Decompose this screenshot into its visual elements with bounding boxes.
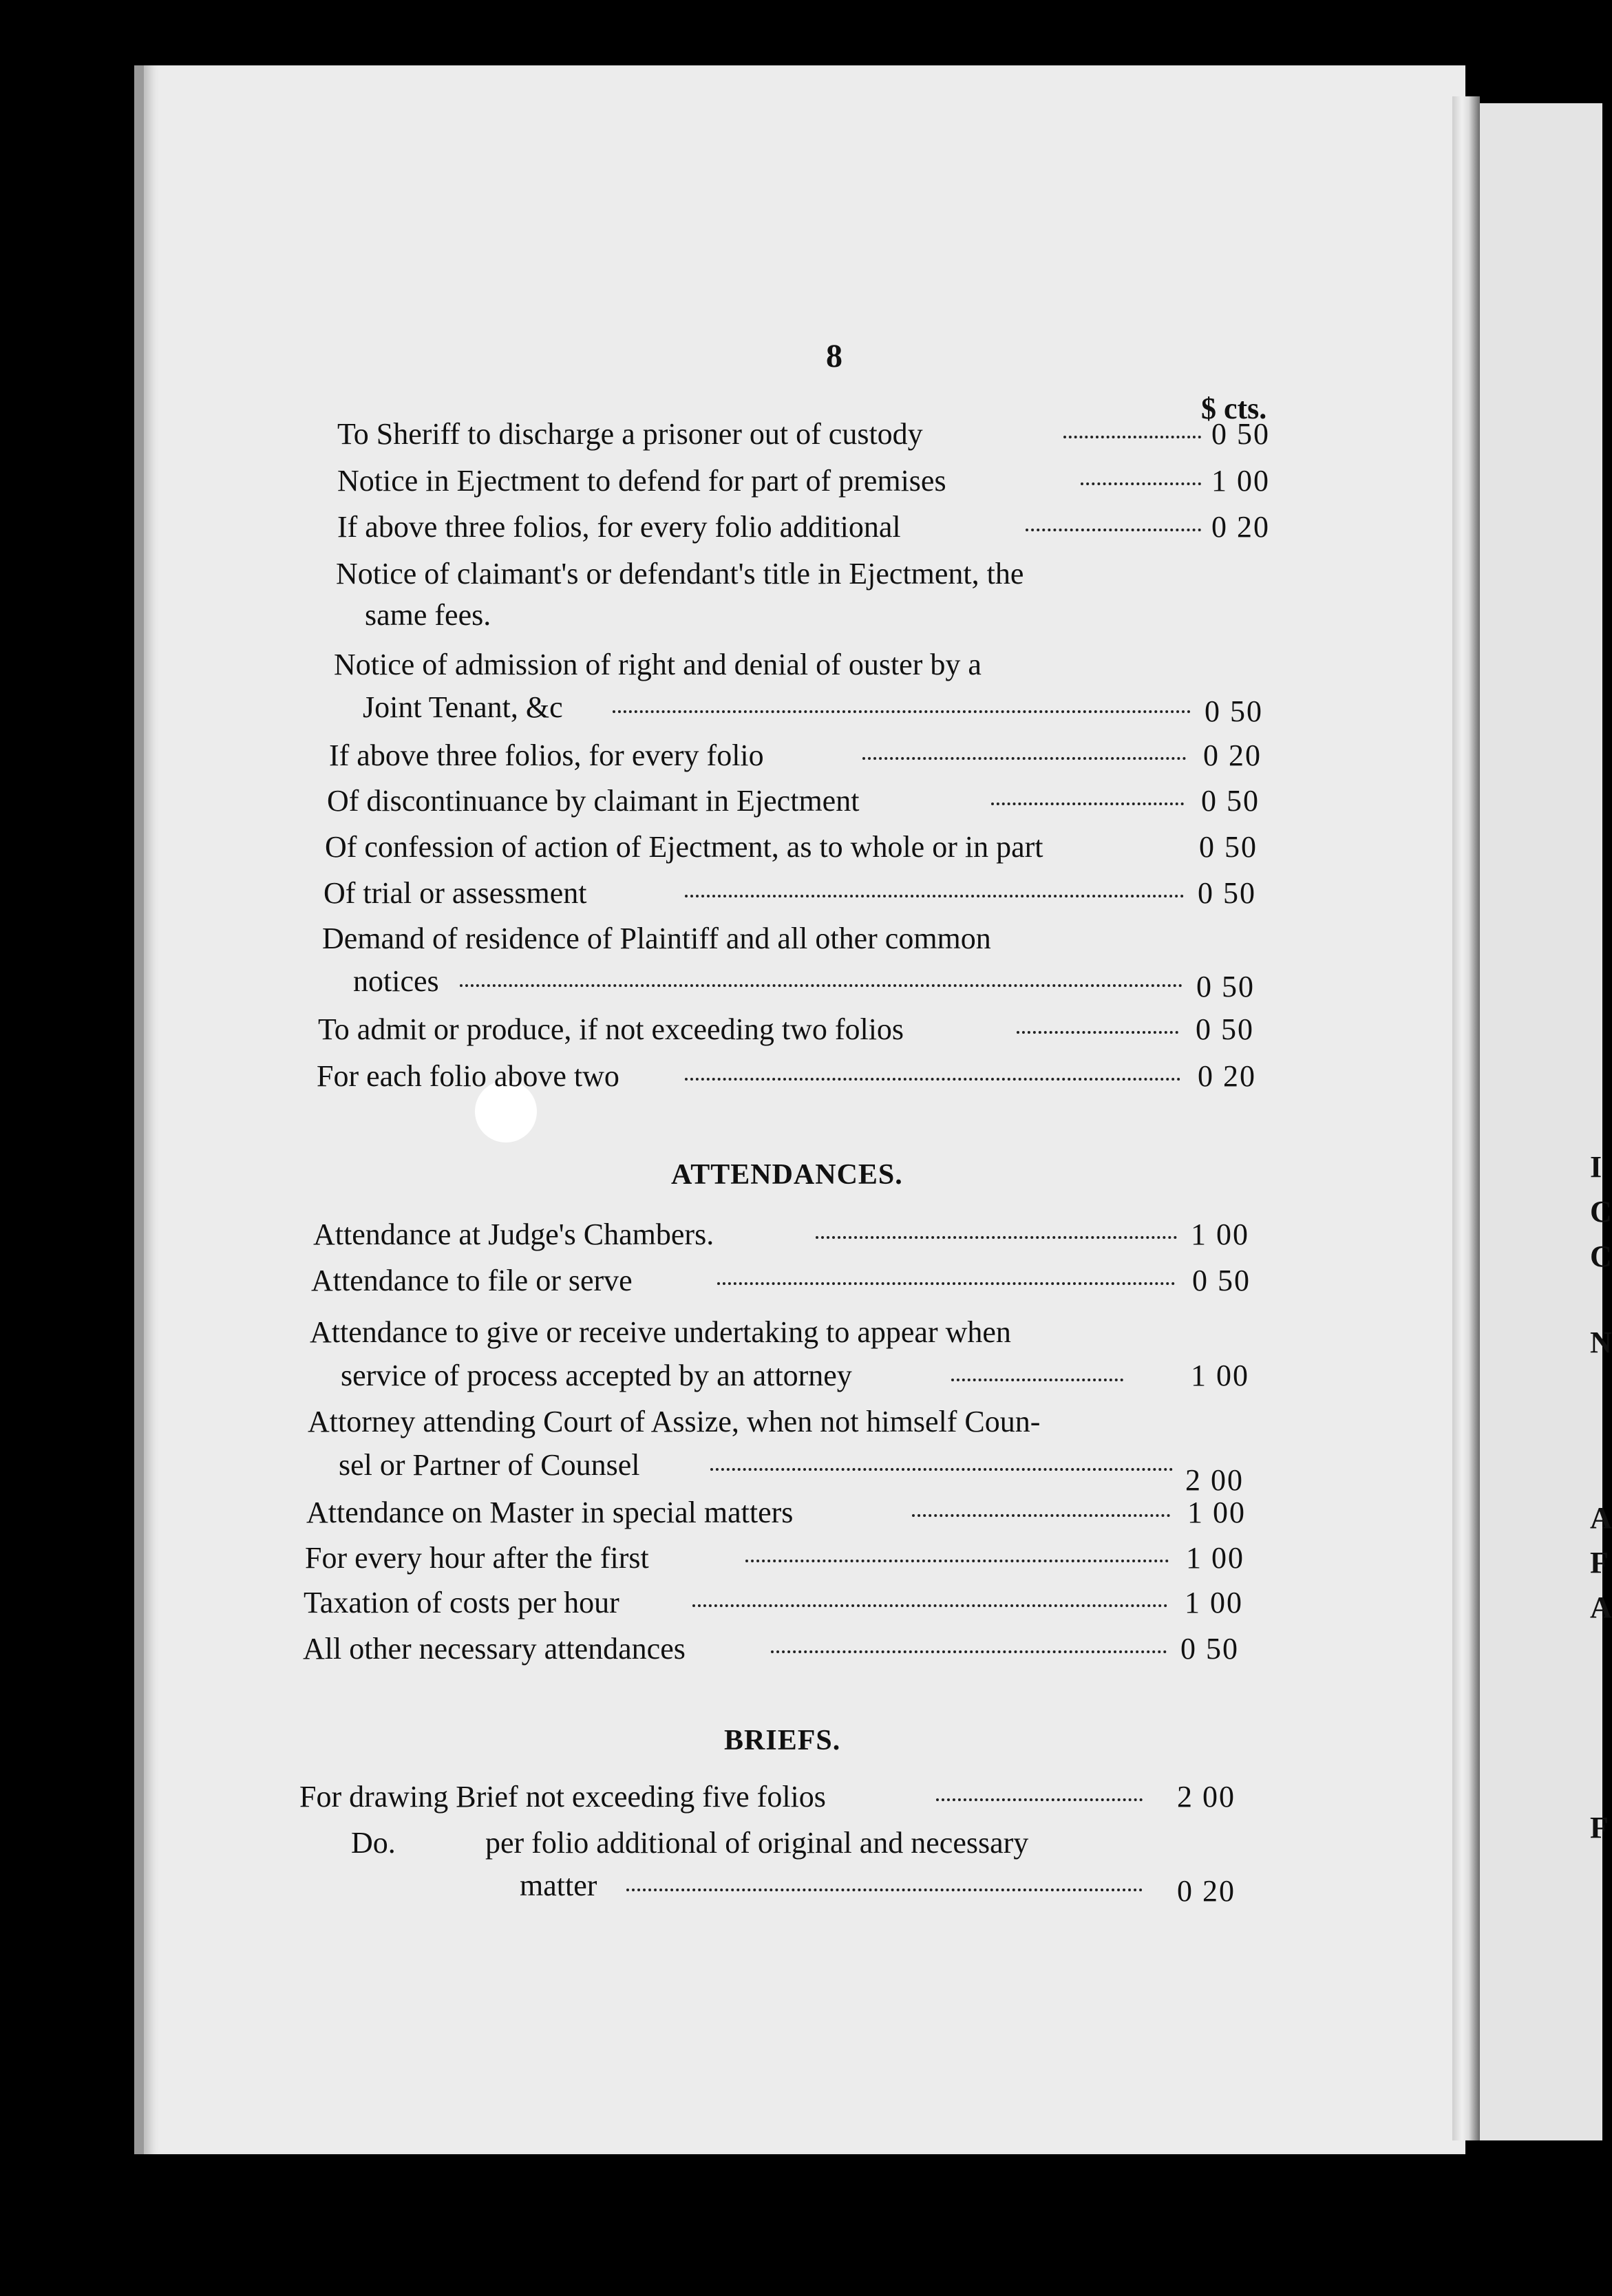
dot-leader (710, 1468, 1173, 1471)
attendance-row (305, 1540, 1248, 1588)
fee-amount: 1 00 (1211, 464, 1270, 498)
attendance-row (313, 1217, 1256, 1265)
fee-row (325, 829, 1268, 878)
attendance-row (308, 1404, 1251, 1497)
adjacent-letter: A (1590, 1591, 1612, 1624)
attendance-description-continued: service of process accepted by an attorney (341, 1359, 852, 1392)
attendance-amount: 1 00 (1185, 1586, 1243, 1619)
brief-amount: 2 00 (1177, 1780, 1235, 1814)
dot-leader (936, 1798, 1143, 1801)
brief-description-second-part: per folio additional of original and necessary (485, 1826, 1029, 1860)
dot-leader (685, 1078, 1180, 1081)
fee-row (318, 1012, 1261, 1060)
fee-description: Notice of claimant's or defendant's title in Ejectment, the (336, 557, 1024, 591)
attendance-amount: 1 00 (1191, 1218, 1249, 1251)
attendance-description: All other necessary attendances (303, 1632, 686, 1666)
fee-description: Notice in Ejectment to defend for part of premises (337, 464, 946, 498)
fee-description: Demand of residence of Plaintiff and all other common (322, 922, 991, 955)
dot-leader (951, 1379, 1123, 1381)
page-gutter (1452, 96, 1480, 2140)
attendance-row (310, 1315, 1253, 1404)
amount-column-header: $ cts. (1201, 392, 1267, 425)
attendance-amount: 0 50 (1192, 1264, 1251, 1297)
brief-description: Do. (351, 1826, 396, 1860)
dot-leader (991, 802, 1184, 805)
fee-amount: 0 50 (1205, 694, 1263, 728)
attendance-row (303, 1631, 1246, 1679)
adjacent-letter: I (1590, 1150, 1602, 1184)
attendance-description-continued: sel or Partner of Counsel (339, 1448, 640, 1482)
fee-row (337, 509, 1280, 557)
attendance-description: Taxation of costs per hour (304, 1586, 619, 1619)
fee-row (329, 738, 1272, 786)
attendance-amount: 1 00 (1186, 1541, 1244, 1575)
attendance-row (306, 1495, 1249, 1543)
attendance-amount: 1 00 (1187, 1496, 1246, 1529)
brief-description: For drawing Brief not exceeding five folios (299, 1780, 826, 1814)
fee-amount: 0 50 (1201, 784, 1260, 818)
brief-row (299, 1825, 1242, 1915)
fee-row (327, 783, 1270, 831)
attendance-description: For every hour after the first (305, 1541, 649, 1575)
fee-description: Of discontinuance by claimant in Ejectment (327, 784, 860, 818)
fee-description: To Sheriff to discharge a prisoner out of custody (337, 417, 923, 451)
fee-description: Of trial or assessment (324, 876, 587, 910)
adjacent-letter: A (1590, 1501, 1612, 1535)
fee-amount: 0 50 (1196, 1012, 1254, 1046)
fee-description-continued: notices (353, 964, 439, 998)
dot-leader (1017, 1031, 1178, 1034)
attendance-description: Attendance at Judge's Chambers. (313, 1218, 714, 1251)
fee-amount: 0 50 (1199, 830, 1258, 864)
adjacent-letter: C (1590, 1240, 1612, 1273)
attendance-description: Attendance to give or receive undertaking to appear when (310, 1315, 1011, 1349)
fee-description-continued: same fees. (365, 598, 491, 632)
fee-amount: 0 50 (1198, 876, 1256, 910)
fee-row (334, 647, 1277, 736)
fee-description: To admit or produce, if not exceeding two folios (318, 1012, 904, 1046)
section-title-attendances: ATTENDANCES. (671, 1159, 903, 1191)
attendance-row (304, 1585, 1247, 1633)
dot-leader (1081, 482, 1201, 485)
section-title-briefs: BRIEFS. (724, 1725, 841, 1756)
fee-amount: 0 50 (1196, 970, 1255, 1003)
fee-description: If above three folios, for every folio additional (337, 510, 901, 544)
dot-leader (460, 984, 1183, 987)
attendance-description: Attendance to file or serve (311, 1264, 633, 1297)
dot-leader (912, 1514, 1170, 1517)
adjacent-letter: C (1590, 1195, 1612, 1229)
fee-row (337, 463, 1280, 511)
fee-row (337, 416, 1280, 465)
brief-description-continued: matter (520, 1869, 597, 1902)
adjacent-letter: F (1590, 1546, 1609, 1580)
attendance-description: Attorney attending Court of Assize, when not himself Coun- (308, 1405, 1041, 1438)
dot-leader (745, 1560, 1169, 1562)
fee-amount: 0 20 (1198, 1059, 1256, 1093)
attendance-amount: 2 00 (1185, 1463, 1244, 1497)
attendance-amount: 1 00 (1191, 1359, 1249, 1392)
adjacent-letter: F (1590, 1811, 1609, 1845)
fee-description: Notice of admission of right and denial of ouster by a (334, 648, 982, 681)
fee-amount: 0 20 (1211, 510, 1270, 544)
attendance-row (311, 1263, 1254, 1311)
dot-leader (816, 1236, 1177, 1239)
dot-leader (717, 1282, 1175, 1285)
dot-leader (626, 1889, 1143, 1891)
adjacent-page (1480, 103, 1602, 2140)
dot-leader (862, 757, 1186, 760)
page-number: 8 (826, 338, 842, 374)
fee-amount: 0 50 (1211, 417, 1270, 451)
fee-description: Of confession of action of Ejectment, as to whole or in part (325, 830, 1043, 864)
fee-description-continued: Joint Tenant, &c (363, 690, 563, 724)
fee-row (322, 921, 1265, 1010)
dot-leader (613, 710, 1191, 713)
fee-row (324, 875, 1266, 924)
dot-leader (685, 895, 1184, 897)
adjacent-letter: N (1590, 1326, 1612, 1359)
attendance-amount: 0 50 (1180, 1632, 1239, 1666)
brief-amount: 0 20 (1177, 1874, 1235, 1908)
dot-leader (1026, 529, 1201, 531)
dot-leader (771, 1650, 1167, 1653)
fee-description: If above three folios, for every folio (329, 738, 764, 772)
dot-leader (1063, 436, 1201, 438)
fee-row (336, 556, 1279, 646)
fee-amount: 0 20 (1203, 738, 1262, 772)
attendance-description: Attendance on Master in special matters (306, 1496, 794, 1529)
dot-leader (692, 1604, 1167, 1607)
fee-description: For each folio above two (317, 1059, 619, 1093)
fee-row (317, 1059, 1260, 1107)
brief-row (299, 1779, 1242, 1827)
